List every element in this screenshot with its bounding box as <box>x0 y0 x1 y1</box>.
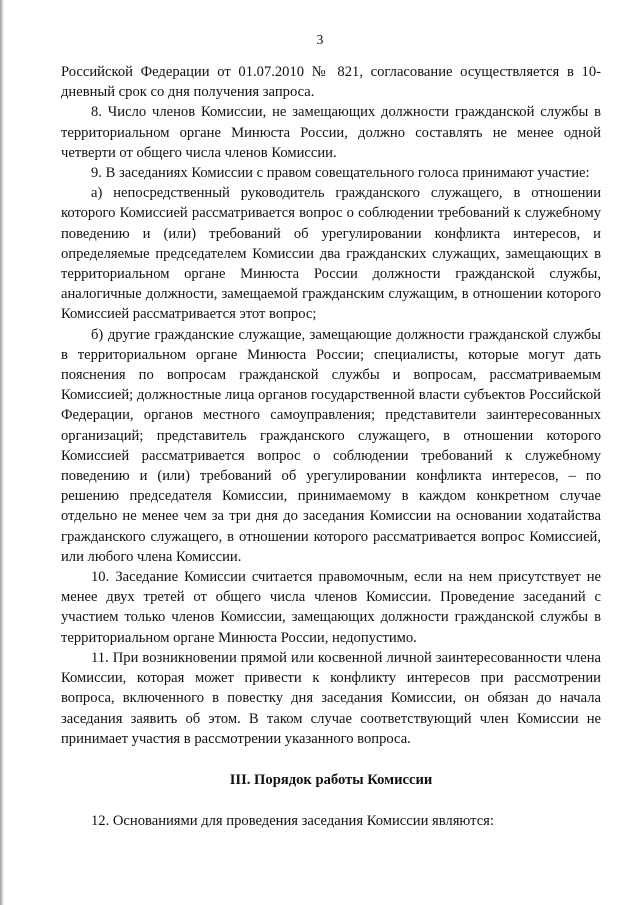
paragraph-continuation: Российской Федерации от 01.07.2010 № 821, согласование осуществляется в 10-дневный срок со дня получения запроса. <box>61 64 601 101</box>
section-heading: III. Порядок работы Комиссии <box>229 771 433 788</box>
paragraph-9b: б) другие гражданские служащие, замещающие должности гражданской службы в территориальном органе Минюста России; специалисты, которые могут дать пояснения по вопросам гражданской службы и вопросам, рассматриваемым Комиссией; должностные лица органов государственной власти субъектов Российской Федерации, органов местного самоуправления; представители заинтересованных организаций; представитель гражданского служащего, в отношении которого Комиссией рассматривается вопрос о соблюдении требований к служебному поведению и (или) требований об урегулировании конфликта интересов, – по решению председателя Комиссии, принимаемому в каждом конкретном случае отдельно не менее чем за три дня до заседания Комиссии на основании ходатайства гражданского служащего, в отношении которого рассматривается вопрос Комиссией, или любого члена Комиссии. <box>61 326 601 565</box>
paragraph-8: 8. Число членов Комиссии, не замещающих должности гражданской службы в территориальном органе Минюста России, должно составлять не менее одной четверти от общего числа членов Комиссии. <box>61 104 601 161</box>
paragraph-11: 11. При возникновении прямой или косвенной личной заинтересованности члена Комиссии, которая может привести к конфликту интересов при рассмотрении вопроса, включенного в повестку дня заседания Комиссии, он обязан до начала заседания заявить об этом. В таком случае соответствующий член Комиссии не принимает участия в рассмотрении указанного вопроса. <box>61 649 601 747</box>
scan-edge-shadow <box>0 0 4 905</box>
paragraph-9a: а) непосредственный руководитель гражданского служащего, в отношении которого Комиссией рассматривается вопрос о соблюдении требований к служебному поведению и (или) требований об урегулировании конфликта интересов, и определяемые председателем Комиссии два гражданских служащих, замещающих в территориальном органе Минюста России должности гражданской службы, аналогичные должности, замещаемой гражданским служащим, в отношении которого Комиссией рассматривается этот вопрос; <box>61 185 601 323</box>
page-number: 3 <box>316 32 324 47</box>
document-body <box>61 62 601 831</box>
paragraph-10: 10. Заседание Комиссии считается правомочным, если на нем присутствует не менее двух третей от общего числа членов Комиссии. Проведение заседаний с участием только членов Комиссии, замещающих должности гражданской службы в территориальном органе Минюста России, недопустимо. <box>61 569 601 646</box>
paragraph-9: 9. В заседаниях Комиссии с правом совещательного голоса принимают участие: <box>91 165 590 182</box>
paragraph-12: 12. Основаниями для проведения заседания Комиссии являются: <box>91 813 494 830</box>
